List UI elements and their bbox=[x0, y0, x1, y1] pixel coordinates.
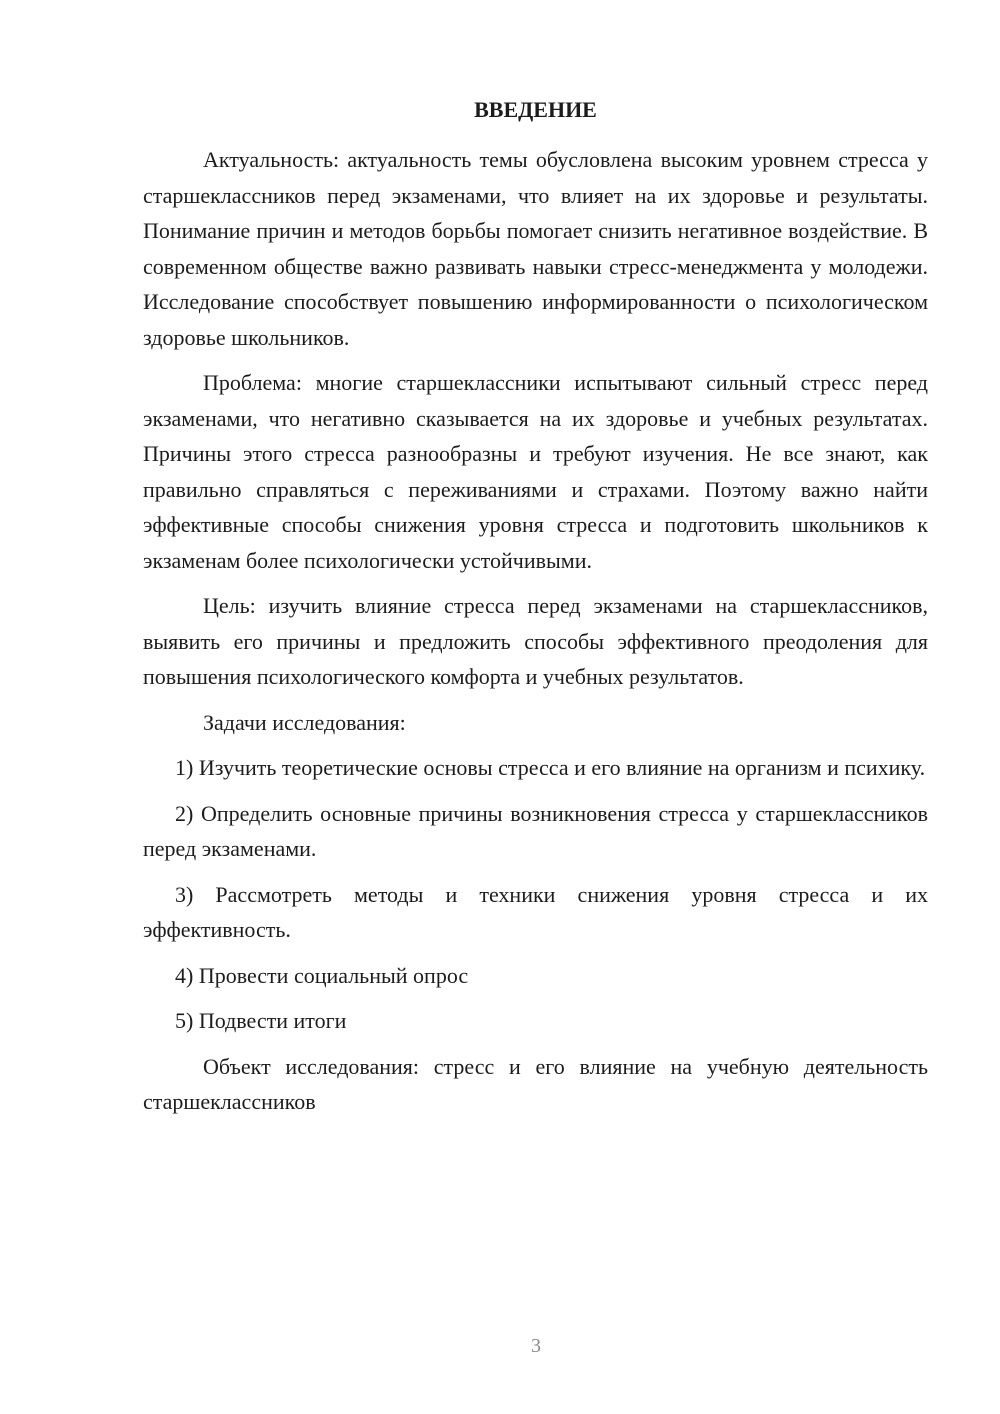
goal-paragraph: Цель: изучить влияние стресса перед экзаменами на старшеклассников, выявить его причины и предложить способы эффективного преодоления для повышения психологического комфорта и учебных результатов. bbox=[143, 593, 928, 689]
page-content bbox=[143, 92, 928, 1120]
task-item-2: 2) Определить основные причины возникновения стресса у старшеклассников перед экзаменами. bbox=[143, 800, 928, 861]
problem-paragraph: Проблема: многие старшеклассники испытывают сильный стресс перед экзаменами, что негативно сказывается на их здоровье и учебных результатах. Причины этого стресса разнообразны и требуют изучения. Не все знают, как правильно справляться с переживаниями и страхами. Поэтому важно найти эффективные способы снижения уровня стресса и подготовить школьников к экзаменам более психологически устойчивыми. bbox=[143, 370, 928, 573]
task-item-5: 5) Подвести итоги bbox=[175, 1008, 347, 1033]
task-item-3: 3) Рассмотреть методы и техники снижения уровня стресса и их эффективность. bbox=[143, 881, 928, 942]
tasks-heading: Задачи исследования: bbox=[203, 709, 406, 735]
page-title: ВВЕДЕНИЕ bbox=[474, 97, 597, 122]
object-paragraph: Объект исследования: стресс и его влияние на учебную деятельность старшеклассников bbox=[143, 1053, 928, 1114]
page-number: 3 bbox=[531, 1335, 541, 1357]
relevance-paragraph: Актуальность: актуальность темы обусловлена высоким уровнем стресса у старшеклассников перед экзаменами, что влияет на их здоровье и результаты. Понимание причин и методов борьбы помогает снизить негативное воздействие. В современном обществе важно развивать навыки стресс-менеджмента у молодежи. Исследование способствует повышению информированности о психологическом здоровье школьников. bbox=[143, 147, 928, 350]
task-item-1: 1) Изучить теоретические основы стресса и его влияние на организм и психику. bbox=[175, 755, 926, 780]
task-item-4: 4) Провести социальный опрос bbox=[175, 962, 469, 988]
